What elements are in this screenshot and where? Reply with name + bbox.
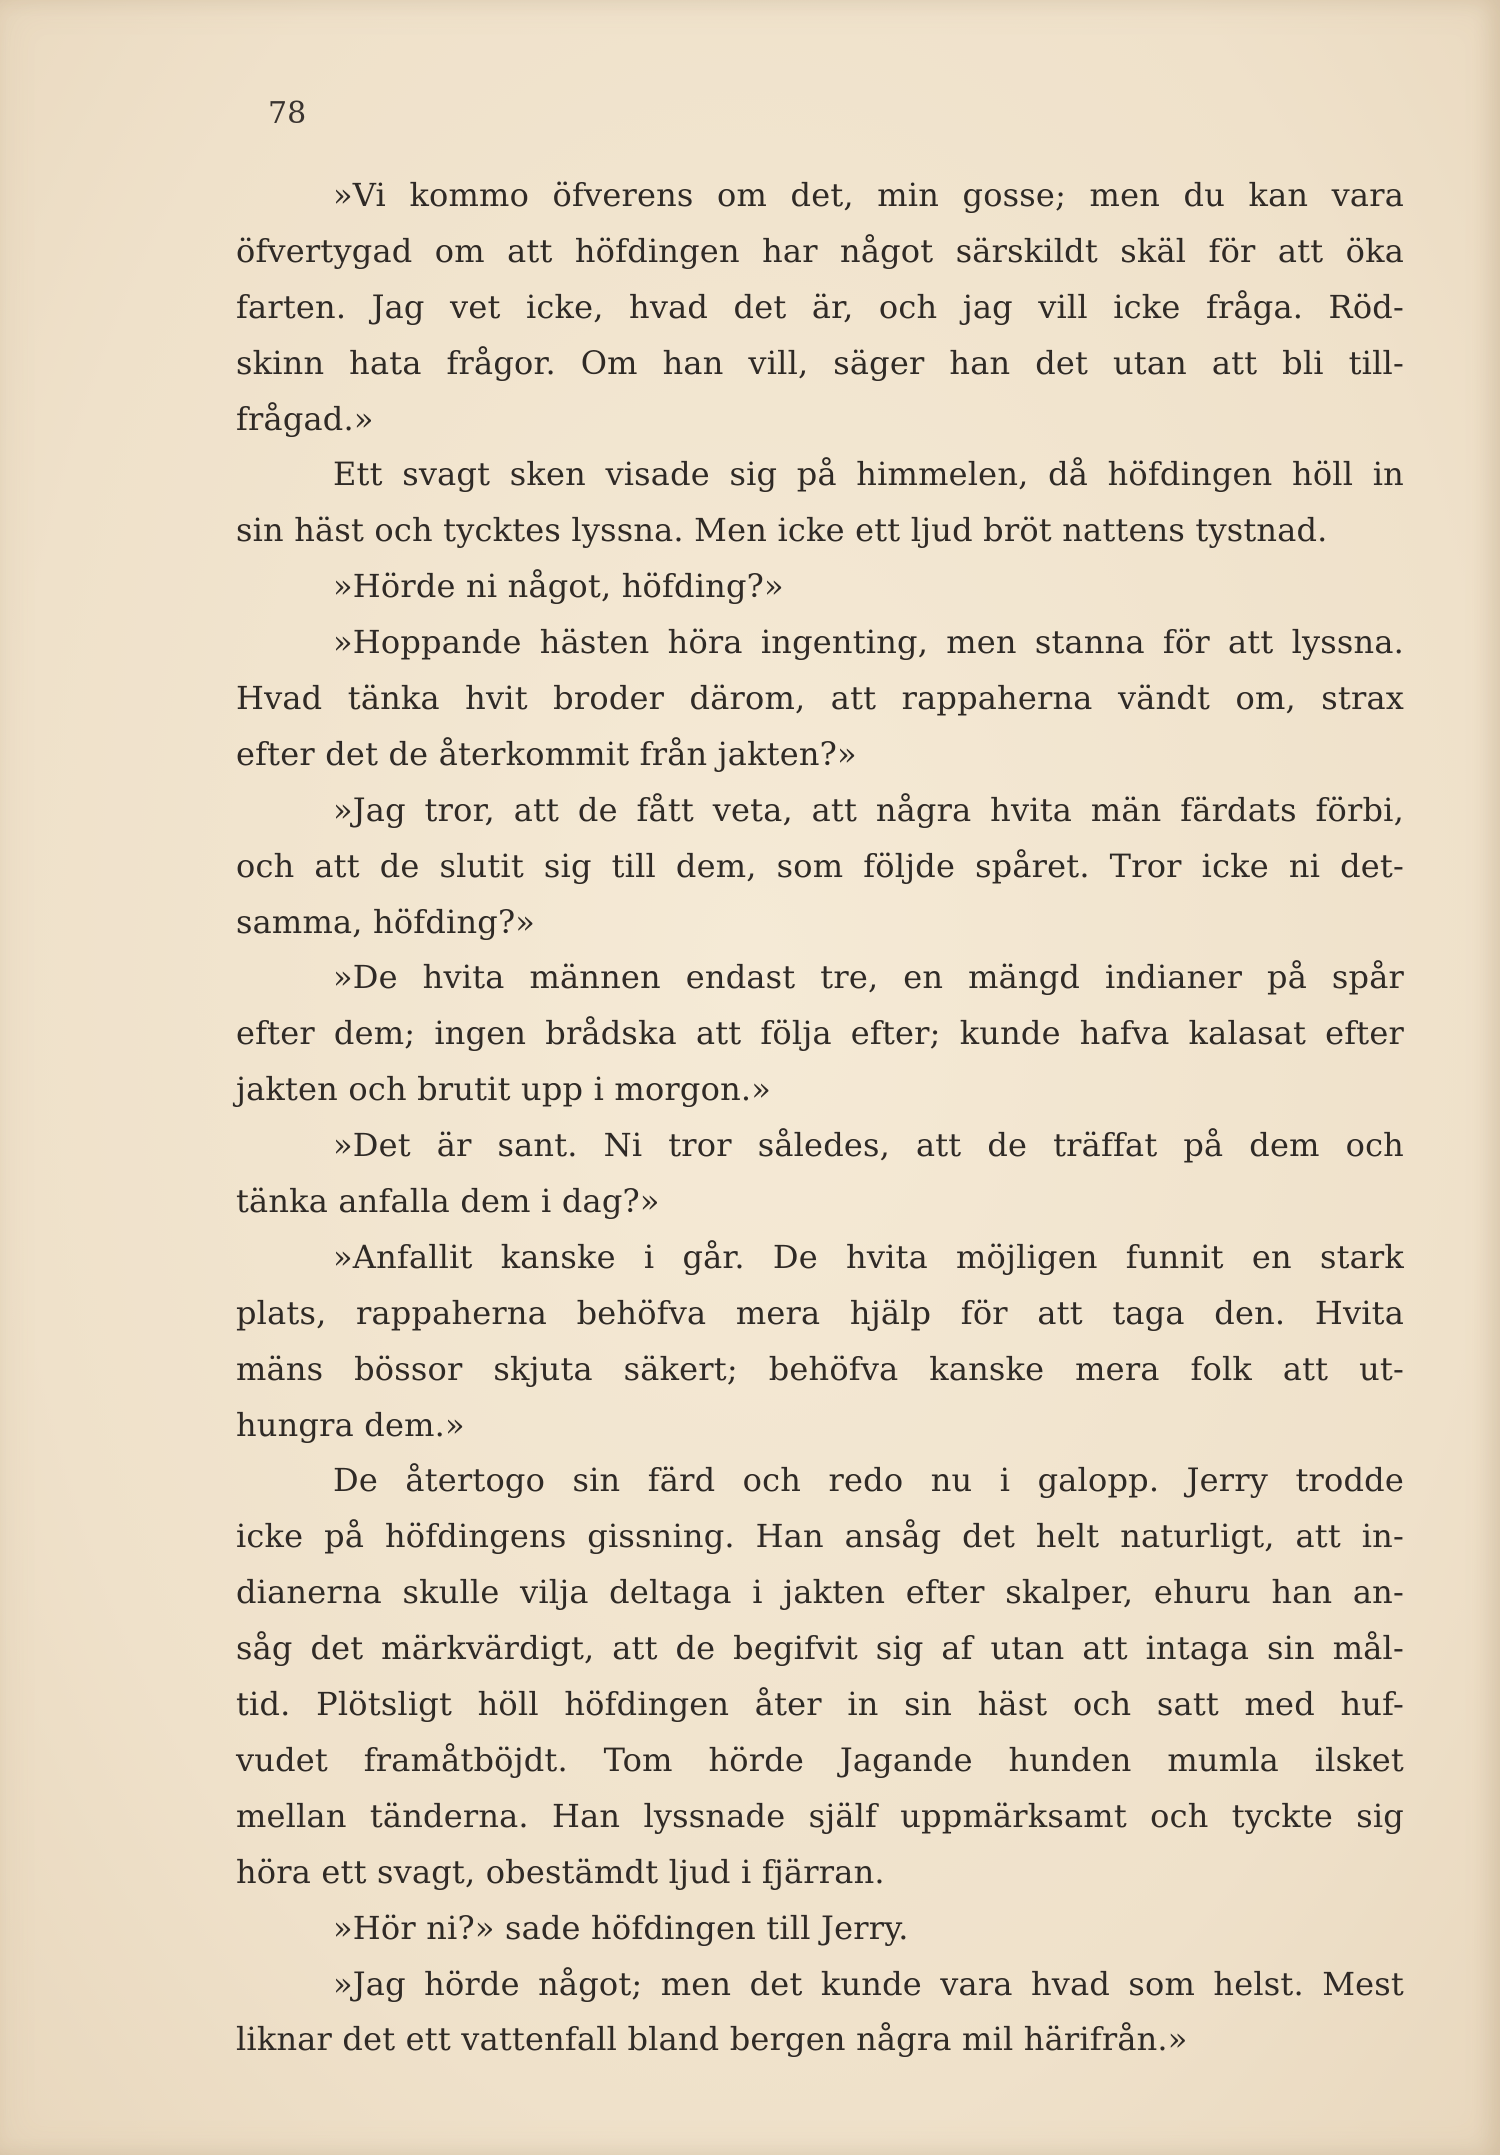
body-text bbox=[236, 168, 1404, 2068]
text-line: »De hvita männen endast tre, en mängd indianer på spår bbox=[333, 958, 1404, 997]
text-line: mäns bössor skjuta säkert; behöfva kanske mera folk att ut- bbox=[236, 1349, 1404, 1388]
text-line: »Jag hörde något; men det kunde vara hvad som helst. Mest bbox=[333, 1964, 1404, 2003]
text-line: hungra dem.» bbox=[236, 1405, 465, 1444]
text-line: »Jag tror, att de fått veta, att några hvita män färdats förbi, bbox=[333, 790, 1404, 829]
text-line: öfvertygad om att höfdingen har något särskildt skäl för att öka bbox=[236, 231, 1404, 270]
page-number: 78 bbox=[268, 96, 307, 131]
text-line: Ett svagt sken visade sig på himmelen, då höfdingen höll in bbox=[333, 455, 1404, 494]
text-line: liknar det ett vattenfall bland bergen några mil härifrån.» bbox=[236, 2020, 1188, 2059]
text-line: tid. Plötsligt höll höfdingen åter in sin häst och satt med huf- bbox=[236, 1685, 1404, 1724]
text-line: farten. Jag vet icke, hvad det är, och jag vill icke fråga. Röd- bbox=[236, 287, 1404, 326]
text-line: »Hörde ni något, höfding?» bbox=[333, 567, 784, 606]
text-line: skinn hata frågor. Om han vill, säger han det utan att bli till- bbox=[236, 343, 1404, 382]
text-line: »Anfallit kanske i går. De hvita möjligen funnit en stark bbox=[333, 1237, 1404, 1276]
text-line: »Det är sant. Ni tror således, att de träffat på dem och bbox=[333, 1126, 1404, 1165]
text-line: dianerna skulle vilja deltaga i jakten efter skalper, ehuru han an- bbox=[236, 1573, 1404, 1612]
text-line: »Hoppande hästen höra ingenting, men stanna för att lyssna. bbox=[333, 623, 1404, 662]
text-line: »Hör ni?» sade höfdingen till Jerry. bbox=[333, 1908, 909, 1947]
text-line: De återtogo sin färd och redo nu i galopp. Jerry trodde bbox=[333, 1461, 1404, 1500]
text-line: efter dem; ingen brådska att följa efter; kunde hafva kalasat efter bbox=[236, 1014, 1404, 1053]
text-line: efter det de återkommit från jakten?» bbox=[236, 734, 857, 773]
text-line: jakten och brutit upp i morgon.» bbox=[236, 1070, 772, 1109]
text-line: höra ett svagt, obestämdt ljud i fjärran. bbox=[236, 1852, 885, 1891]
text-line: plats, rappaherna behöfva mera hjälp för att taga den. Hvita bbox=[236, 1293, 1404, 1332]
text-line: Hvad tänka hvit broder därom, att rappaherna vändt om, strax bbox=[236, 679, 1404, 718]
text-line: samma, höfding?» bbox=[236, 902, 536, 941]
text-line: och att de slutit sig till dem, som följde spåret. Tror icke ni det- bbox=[236, 846, 1404, 885]
text-line: tänka anfalla dem i dag?» bbox=[236, 1182, 660, 1221]
text-line: såg det märkvärdigt, att de begifvit sig af utan att intaga sin mål- bbox=[236, 1629, 1404, 1668]
text-line: »Vi kommo öfverens om det, min gosse; men du kan vara bbox=[333, 176, 1404, 214]
text-line: mellan tänderna. Han lyssnade själf uppmärksamt och tyckte sig bbox=[236, 1796, 1404, 1835]
text-line: sin häst och tycktes lyssna. Men icke ett ljud bröt nattens tystnad. bbox=[236, 511, 1328, 550]
text-line: vudet framåtböjdt. Tom hörde Jagande hunden mumla ilsket bbox=[236, 1740, 1404, 1779]
text-line: icke på höfdingens gissning. Han ansåg det helt naturligt, att in- bbox=[236, 1517, 1404, 1556]
text-line: frågad.» bbox=[236, 399, 374, 438]
